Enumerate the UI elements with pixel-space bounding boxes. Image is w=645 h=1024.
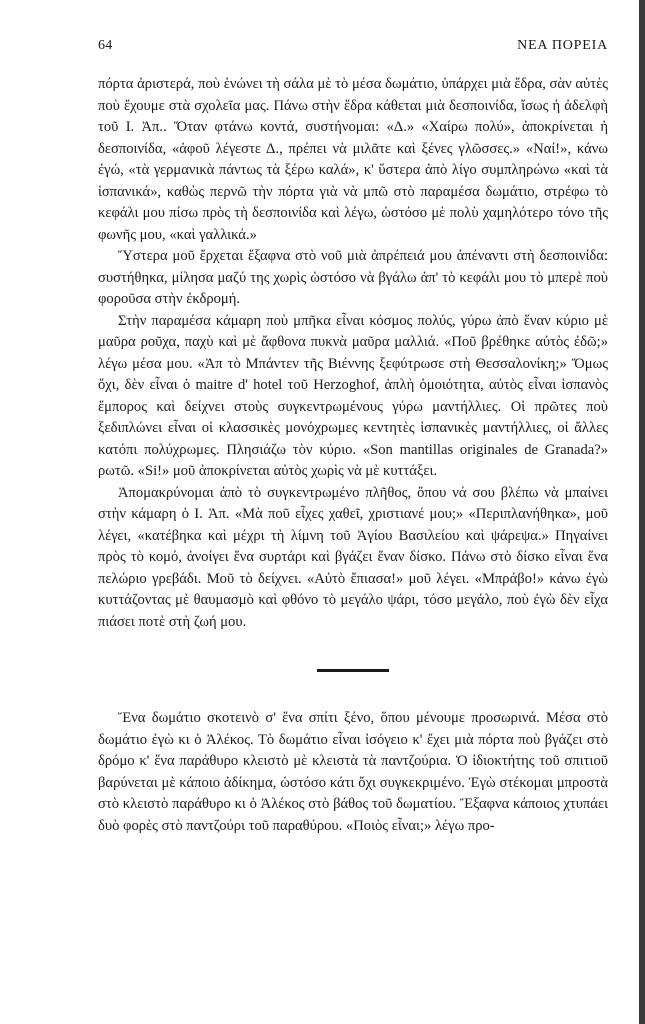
paragraph: Ἕνα δωμάτιο σκοτεινὸ σ' ἕνα σπίτι ξένο, ὅπου μένουμε προσωρινά. Μέσα στὸ δωμάτιο ἐγὼ κι ὁ Ἀλέκος. Τὸ δωμάτιο εἶναι ἰσόγειο κ' ἔχει μιὰ πόρτα ποὺ βγάζει στὸ δρόμο κ' ἕνα παράθυρο κλειστὸ μὲ κλειστὰ τὰ παντζούρια. Ὁ ἰδιοκτήτης τοῦ σπιτιοῦ βαρύνεται μὲ κάποιο ἀδίκημα, ὡστόσο κάτι ὄχι συγκεκριμένο. Ἐγὼ στέκομαι μπροστὰ στὸ κλειστὸ παράθυρο κι ὁ Ἀλέκος στὸ βάθος τοῦ δωματίου. Ἔξαφνα κάποιος χτυπάει δυὸ φορὲς στὸ παντζούρι τοῦ παραθύρου. «Ποιὸς εἶναι;» λέγω προ- [98, 710, 608, 834]
book-page [98, 38, 608, 837]
page-edge-shadow [639, 0, 645, 1024]
section-divider [317, 669, 389, 672]
paragraph: Ἀπομακρύνομαι ἀπὸ τὸ συγκεντρωμένο πλῆθος, ὅπου νά σου βλέπω νὰ μπαίνει στὴν κάμαρη ὁ Ι. Ἀπ. «Μὰ ποῦ εἶχες χαθεῖ, χριστιανέ μου;» «Περιπλανήθηκα», μοῦ λέγει, «κατέβηκα καὶ μέχρι τὴ λίμνη τοῦ Ἁγίου Βασιλείου καὶ ψάρεψα.» Πηγαίνει πρὸς τὸ κομό, ἀνοίγει ἕνα συρτάρι καὶ βγάζει ἕναν δίσκο. Πάνω στὸ δίσκο εἶναι ἕνα πελώριο γρεβάδι. Μοῦ τὸ δείχνει. «Αὐτὸ ἔπιασα!» μοῦ λέγει. «Μπράβο!» κάνω ἐγὼ κυττάζοντας μὲ θαυμασμὸ καὶ φθόνο τὸ μεγάλο ψάρι, τόσο μεγάλο, ποὺ ἐγὼ δὲν εἶχα πιάσει ποτὲ στὴ ζωή μου. [98, 484, 608, 630]
paragraph: Στὴν παραμέσα κάμαρη ποὺ μπῆκα εἶναι κόσμος πολύς, γύρω ἀπὸ ἕναν κύριο μὲ μαῦρα ροῦχα, παχὺ καὶ μὲ ἄφθονα πυκνὰ μαῦρα μαλλιά. «Ποῦ βρέθηκε αὐτὸς ἐδῶ;» λέγω μέσα μου. «Ἀπ τὸ Μπάντεν τῆς Βιέννης ξεφύτρωσε στὴ Θεσσαλονίκη;» Ὄμως ὄχι, δὲν εἶναι ὁ maitre d' hotel τοῦ Herzoghof, ἁπλὴ ὁμοιότητα, αὐτὸς εἶναι ἱσπανὸς ἔμπορος καὶ δείχνει στοὺς συγκεντρωμένους γύρω μαντήλλιες. Οἱ πρῶτες ποὺ ξεδιπλώνει εἶναι οἱ κλασσικὲς μονόχρωμες κεντητὲς ἱσπανικὲς μαντήλλιες, οἱ ἄλλες κατόπι πολύχρωμες. Πλησιάζω τὸν κύριο. «Son mantillas originales de Granada?» ρωτῶ. «Si!» μοῦ ἀποκρίνεται αὐτὸς χωρὶς νὰ μὲ κυττάξει. [98, 312, 608, 479]
paragraph: Ὕστερα μοῦ ἔρχεται ἔξαφνα στὸ νοῦ μιὰ ἀπρέπειά μου ἀπέναντι στὴ δεσποινίδα: συστήθηκα, μίλησα μαζύ της χωρὶς ὡστόσο νὰ βγάλω ἀπ' τὸ κεφάλι μου τὸ μπερὲ ποὺ φοροῦσα στὴν ἐκδρομή. [98, 248, 608, 307]
page-header [98, 38, 608, 60]
running-title: ΝΕΑ ΠΟΡΕΙΑ [517, 38, 608, 53]
page-number: 64 [98, 38, 113, 53]
section-two [98, 708, 608, 837]
paragraph: πόρτα ἀριστερά, ποὺ ἑνώνει τὴ σάλα μὲ τὸ μέσα δωμάτιο, ὑπάρχει μιὰ ἕδρα, σὰν αὐτὲς ποὺ ἔχουμε στὰ σχολεῖα μας. Πάνω στὴν ἕδρα κάθεται μιὰ δεσποινίδα, ἴσως ἡ ἀδελφὴ τοῦ Ι. Ἀπ.. Ὅταν φτάνω κοντά, συστήνομαι: «Δ.» «Χαίρω πολύ», ἀποκρίνεται ἡ δεσποινίδα, «ἀφοῦ λέγεστε Δ., πρέπει νὰ μιλᾶτε καὶ ξένες γλῶσσες.» «Ναί!», κάνω ἐγώ, «τὰ γερμανικὰ πάντως τὰ ξέρω καλά», κ' ὕστερα ἀπὸ λίγο συμπληρώνω «καὶ τὰ ἱσπανικά», καθὼς περνῶ τὴν πόρτα γιὰ νὰ μπῶ στὸ παραμέσα δωμάτιο, στρέφω τὸ κεφάλι μου πίσω πρὸς τὴ δεσποινίδα καὶ λέγω, ὡστόσο μὲ πολὺ χαμηλότερο τόνο τῆς φωνῆς μου, «καὶ γαλλικά.» [98, 76, 608, 243]
section-one [98, 74, 608, 633]
